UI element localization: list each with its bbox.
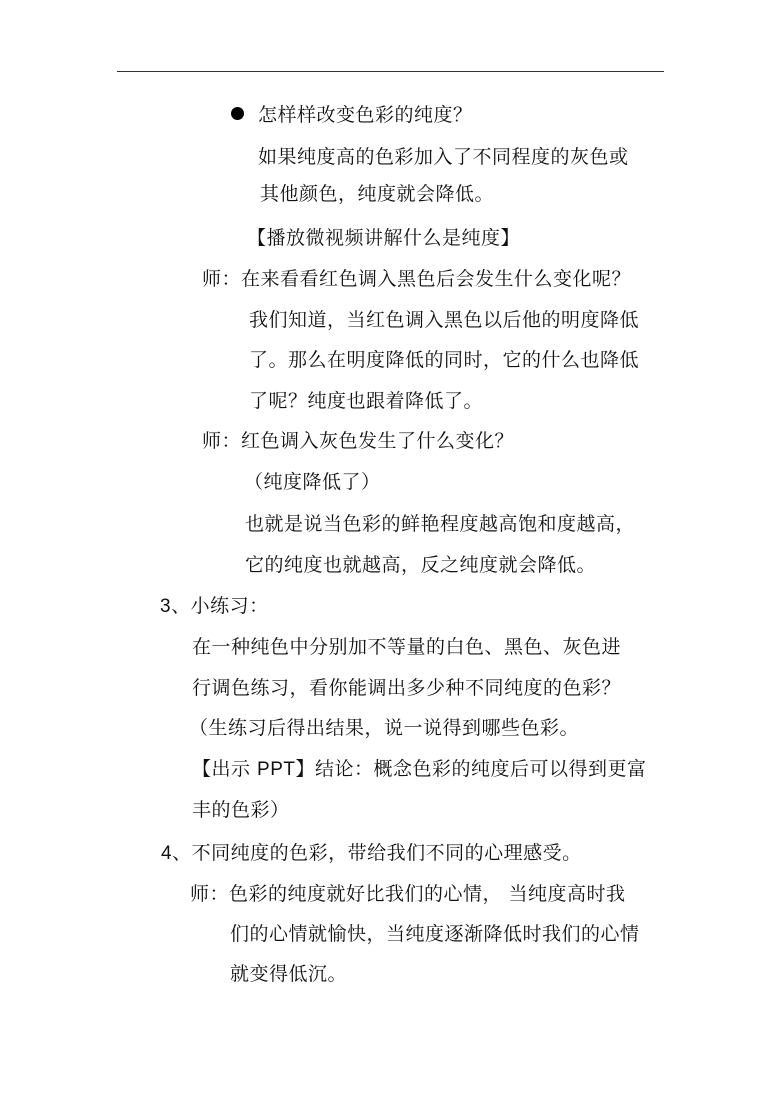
paragraph-line: 如果纯度高的色彩加入了不同程度的灰色或 xyxy=(258,146,629,168)
teacher-question: 师：在来看看红色调入黑色后会发生什么变化呢？ xyxy=(202,268,632,290)
paragraph-line: 也就是说当色彩的鲜艳程度越高饱和度越高， xyxy=(245,513,636,535)
teacher-question: 师：红色调入灰色发生了什么变化？ xyxy=(202,430,515,452)
bullet-icon xyxy=(231,107,244,120)
section-heading xyxy=(160,594,269,619)
paragraph-line xyxy=(192,757,647,782)
video-note: 【播放微视频讲解什么是纯度】 xyxy=(247,227,521,249)
ppt-label: PPT xyxy=(257,759,296,780)
header-rule xyxy=(117,71,664,72)
section-title: 、不同纯度的色彩，带给我们不同的心理感受。 xyxy=(172,842,582,864)
paragraph-line: 就变得低沉。 xyxy=(230,963,348,985)
paragraph-line: （生练习后得出结果，说一说得到哪些色彩。 xyxy=(189,717,580,739)
paragraph-line: 了。那么在明度降低的同时，它的什么也降低 xyxy=(249,349,640,371)
paragraph-line: 在一种纯色中分别加不等量的白色、黑色、灰色进 xyxy=(192,636,622,658)
paragraph-line: 了呢？纯度也跟着降低了。 xyxy=(249,390,484,412)
text-segment: 】结论：概念色彩的纯度后可以得到更富 xyxy=(295,758,647,780)
section-number: 3 xyxy=(160,596,172,617)
student-answer: （纯度降低了） xyxy=(244,471,381,493)
paragraph-line: 丰的色彩） xyxy=(192,799,290,821)
heading-line: 怎样样改变色彩的纯度？ xyxy=(258,104,473,126)
paragraph-line: 我们知道，当红色调入黑色以后他的明度降低 xyxy=(249,309,640,331)
teacher-remark: 师：色彩的纯度就好比我们的心情， 当纯度高时我 xyxy=(190,883,626,905)
text-segment: 【出示 xyxy=(192,758,258,780)
section-heading xyxy=(161,841,582,866)
section-number: 4 xyxy=(161,843,173,864)
paragraph-line: 它的纯度也就越高，反之纯度就会降低。 xyxy=(245,554,597,576)
paragraph-line: 其他颜色，纯度就会降低。 xyxy=(260,183,495,205)
paragraph-line: 们的心情就愉快，当纯度逐渐降低时我们的心情 xyxy=(230,923,640,945)
paragraph-line: 行调色练习，看你能调出多少种不同纯度的色彩？ xyxy=(192,677,622,699)
section-title: 、小练习： xyxy=(171,595,269,617)
